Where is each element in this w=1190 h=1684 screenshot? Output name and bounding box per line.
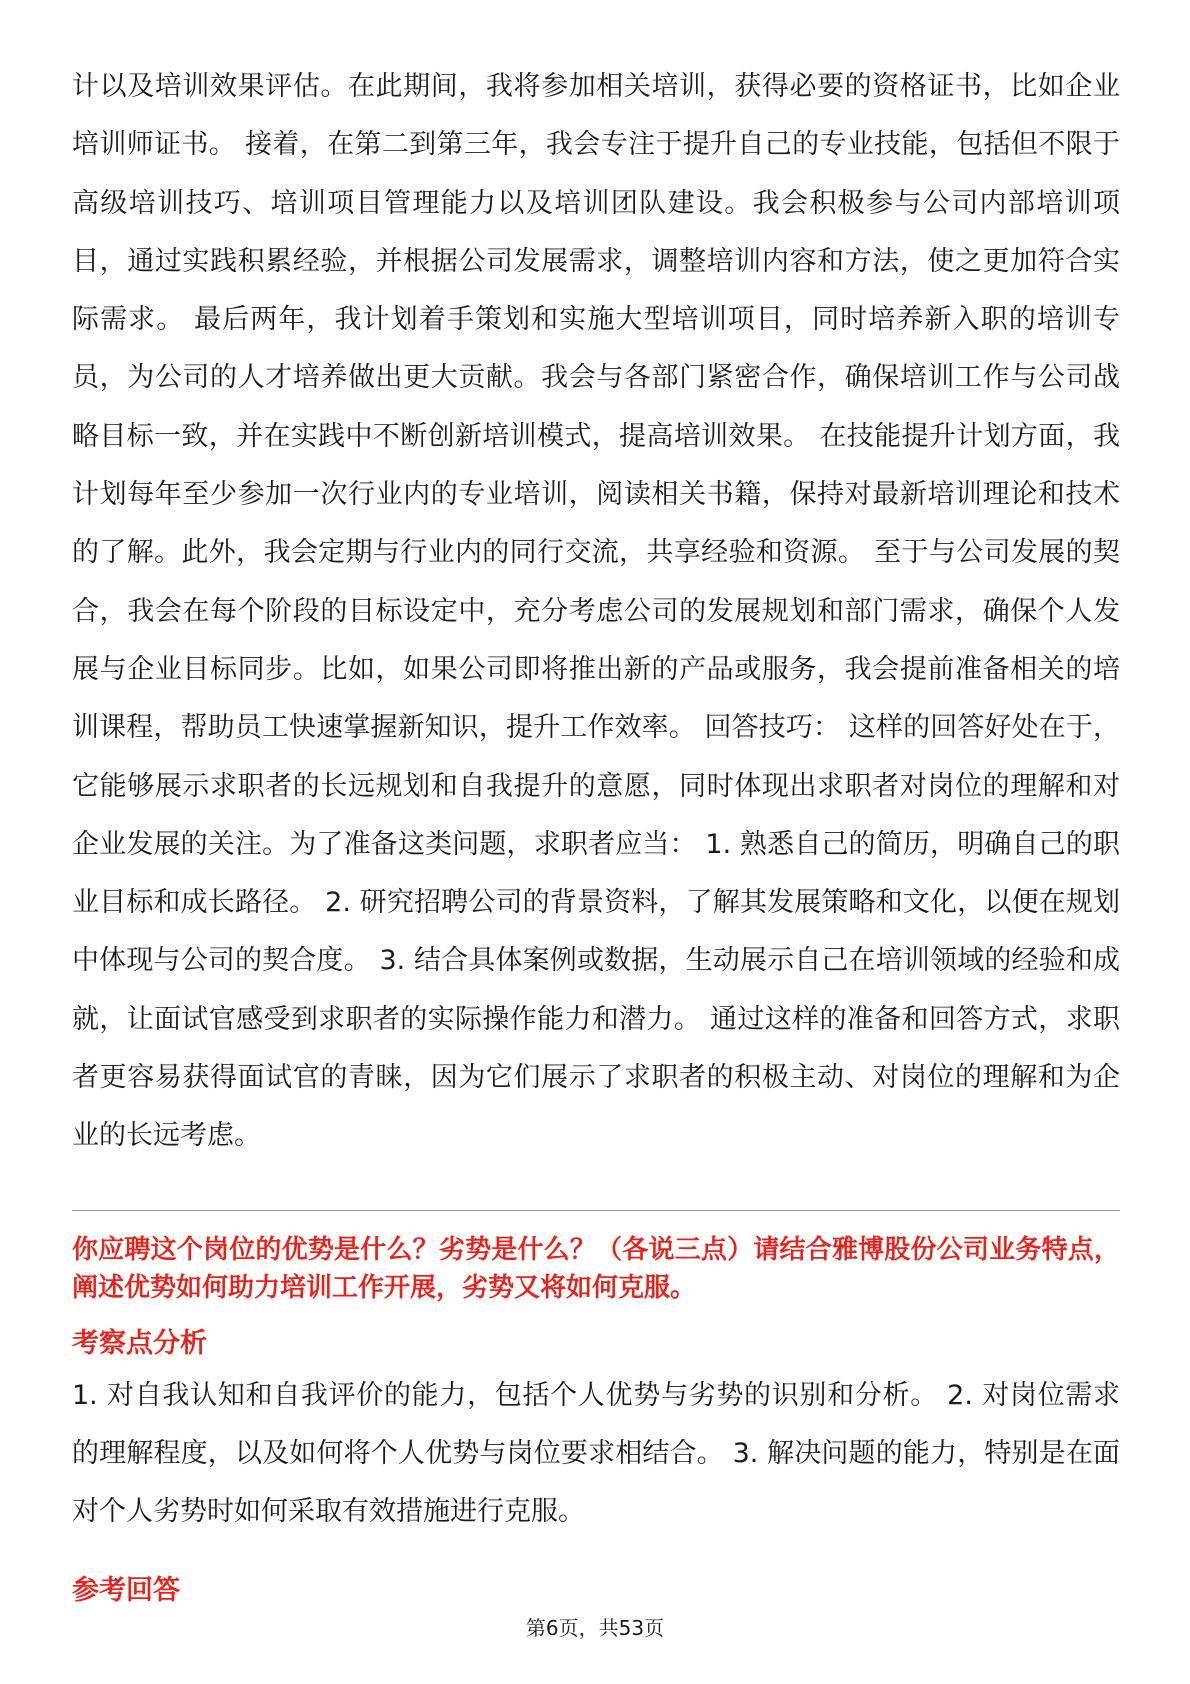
answer-heading: 参考回答 — [72, 1574, 180, 1606]
analysis-heading: 考察点分析 — [72, 1327, 207, 1359]
page-content — [72, 58, 1120, 1610]
section-divider — [72, 1210, 1120, 1211]
body-paragraph: 计以及培训效果评估。在此期间，我将参加相关培训，获得必要的资格证书，比如企业培训师证书。 接着，在第二到第三年，我会专注于提升自己的专业技能，包括但不限于高级培训技巧、培训项目管理能力以及培训团队建设。我会积极参与公司内部培训项目，通过实践积累经验，并根据公司发展需求，调整培训内容和方法，使之更加符合实际需求。 最后两年，我计划着手策划和实施大型培训项目，同时培养新入职的培训专员，为公司的人才培养做出更大贡献。我会与各部门紧密合作，确保培训工作与公司战略目标一致，并在实践中不断创新培训模式，提高培训效果。 在技能提升计划方面，我计划每年至少参加一次行业内的专业培训，阅读相关书籍，保持对最新培训理论和技术的了解。此外，我会定期与行业内的同行交流，共享经验和资源。 至于与公司发展的契合，我会在每个阶段的目标设定中，充分考虑公司的发展规划和部门需求，确保个人发展与企业目标同步。比如，如果公司即将推出新的产品或服务，我会提前准备相关的培训课程，帮助员工快速掌握新知识，提升工作效率。 回答技巧： 这样的回答好处在于，它能够展示求职者的长远规划和自我提升的意愿，同时体现出求职者对岗位的理解和对企业发展的关注。为了准备这类问题，求职者应当： 1. 熟悉自己的简历，明确自己的职业目标和成长路径。 2. 研究招聘公司的背景资料，了解其发展策略和文化，以便在规划中体现与公司的契合度。 3. 结合具体案例或数据，生动展示自己在培训领域的经验和成就，让面试官感受到求职者的实际操作能力和潜力。 通过这样的准备和回答方式，求职者更容易获得面试官的青睐，因为它们展示了求职者的积极主动、对岗位的理解和为企业的长远考虑。 — [72, 71, 1120, 1152]
page-footer: 第6页，共53页 — [525, 1616, 665, 1640]
interview-question: 你应聘这个岗位的优势是什么？劣势是什么？（各说三点）请结合雅博股份公司业务特点，阐述优势如何助力培训工作开展，劣势又将如何克服。 — [72, 1234, 1120, 1303]
analysis-paragraph: 1. 对自我认知和自我评价的能力，包括个人优势与劣势的识别和分析。 2. 对岗位需求的理解程度，以及如何将个人优势与岗位要求相结合。 3. 解决问题的能力，特别是在面对个人劣势时如何采取有效措施进行克服。 — [72, 1379, 1120, 1528]
